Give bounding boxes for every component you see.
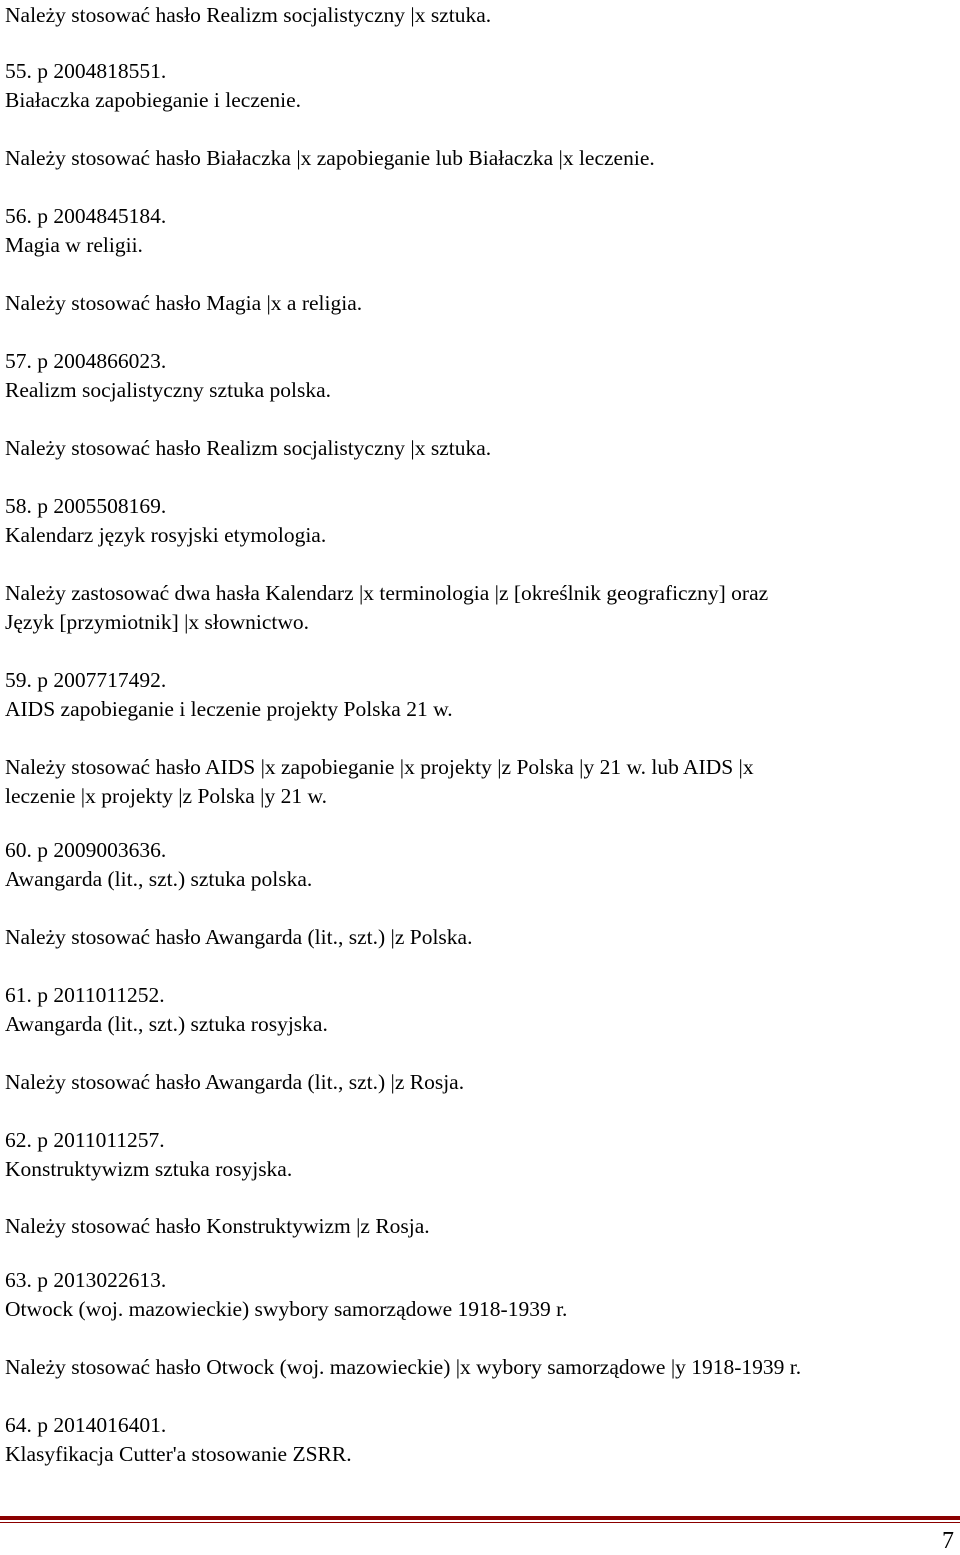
record-instruction-continued: Język [przymiotnik] |x słownictwo.	[5, 610, 310, 634]
record-number: 60. p 2009003636.	[5, 838, 167, 862]
record-number: 62. p 2011011257.	[5, 1128, 165, 1152]
record-number: 59. p 2007717492.	[5, 668, 167, 692]
record-title: Otwock (woj. mazowieckie) swybory samorządowe 1918-1939 r.	[5, 1297, 568, 1321]
record-number: 55. p 2004818551.	[5, 59, 167, 83]
record-number: 63. p 2013022613.	[5, 1268, 167, 1292]
record-number: 57. p 2004866023.	[5, 349, 167, 373]
record-instruction: Należy stosować hasło Awangarda (lit., szt.) |z Polska.	[5, 925, 473, 949]
record-title: Awangarda (lit., szt.) sztuka rosyjska.	[5, 1012, 328, 1036]
record-number: 61. p 2011011252.	[5, 983, 165, 1007]
record-instruction: Należy stosować hasło Otwock (woj. mazowieckie) |x wybory samorządowe |y 1918-1939 r.	[5, 1355, 802, 1379]
record-instruction: Należy stosować hasło Magia |x a religia.	[5, 291, 363, 315]
record-title: Konstruktywizm sztuka rosyjska.	[5, 1157, 293, 1181]
record-instruction-continued: leczenie |x projekty |z Polska |y 21 w.	[5, 784, 327, 808]
record-instruction: Należy stosować hasło Realizm socjalistyczny |x sztuka.	[5, 436, 492, 460]
text-line: Należy stosować hasło Realizm socjalistyczny |x sztuka.	[5, 3, 492, 27]
record-number: 56. p 2004845184.	[5, 204, 167, 228]
record-title: Białaczka zapobieganie i leczenie.	[5, 88, 302, 112]
record-title: AIDS zapobieganie i leczenie projekty Polska 21 w.	[5, 697, 453, 721]
footer-rule-thin	[0, 1522, 960, 1523]
record-number: 58. p 2005508169.	[5, 494, 167, 518]
record-number: 64. p 2014016401.	[5, 1413, 167, 1437]
record-title: Realizm socjalistyczny sztuka polska.	[5, 378, 331, 402]
record-instruction: Należy stosować hasło Białaczka |x zapobieganie lub Białaczka |x leczenie.	[5, 146, 655, 170]
record-instruction: Należy stosować hasło Konstruktywizm |z Rosja.	[5, 1214, 430, 1238]
record-title: Magia w religii.	[5, 233, 143, 257]
record-title: Klasyfikacja Cutter'a stosowanie ZSRR.	[5, 1442, 352, 1466]
record-instruction: Należy stosować hasło AIDS |x zapobieganie |x projekty |z Polska |y 21 w. lub AIDS |x	[5, 755, 754, 779]
footer-rule	[0, 1516, 960, 1520]
record-instruction: Należy zastosować dwa hasła Kalendarz |x terminologia |z [określnik geograficzny] oraz	[5, 581, 769, 605]
record-title: Awangarda (lit., szt.) sztuka polska.	[5, 867, 313, 891]
record-title: Kalendarz język rosyjski etymologia.	[5, 523, 327, 547]
record-instruction: Należy stosować hasło Awangarda (lit., szt.) |z Rosja.	[5, 1070, 465, 1094]
page-number: 7	[942, 1528, 954, 1554]
